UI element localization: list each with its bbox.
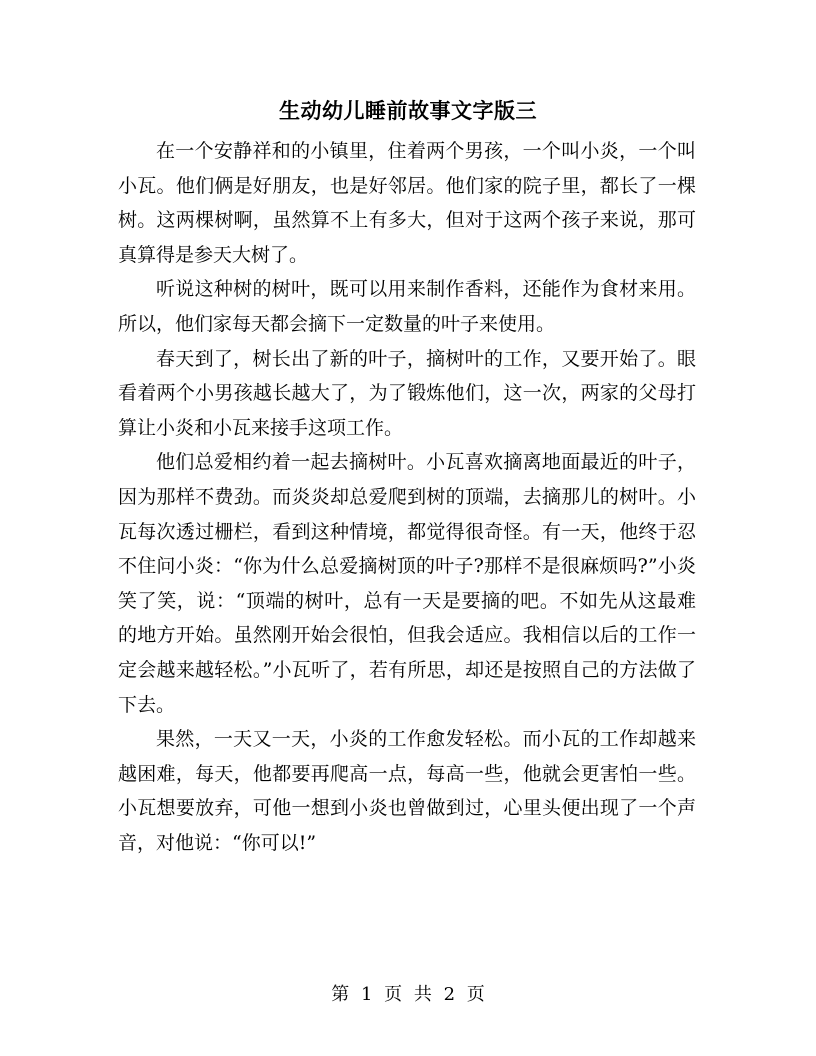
page-number-footer: 第 1 页 共 2 页: [331, 984, 485, 1005]
paragraph-4: 他们总爱相约着一起去摘树叶。小瓦喜欢摘离地面最近的叶子，因为那样不费劲。而炎炎却总爱爬到树的顶端，去摘那儿的树叶。小瓦每次透过栅栏，看到这种情境，都觉得很奇怪。有一天，他终于忍不住问小炎：“你为什么总爱摘树顶的叶子?那样不是很麻烦吗?”小炎笑了笑，说：“顶端的树叶，总有一天是要摘的吧。不如先从这最难的地方开始。虽然刚开始会很怕，但我会适应。我相信以后的工作一定会越来越轻松。”小瓦听了，若有所思，却还是按照自己的方法做了下去。: [118, 451, 696, 716]
document-title: 生动幼儿睡前故事文字版三: [279, 98, 537, 123]
paragraph-5: 果然，一天又一天，小炎的工作愈发轻松。而小瓦的工作却越来越困难，每天，他都要再爬高一点，每高一些，他就会更害怕一些。小瓦想要放弃，可他一想到小炎也曾做到过，心里头便出现了一个声音，对他说：“你可以!”: [118, 728, 696, 854]
paragraph-2: 听说这种树的树叶，既可以用来制作香料，还能作为食材来用。所以，他们家每天都会摘下一定数量的叶子来使用。: [118, 278, 696, 335]
document-body: [118, 134, 696, 860]
paragraph-1: 在一个安静祥和的小镇里，住着两个男孩，一个叫小炎，一个叫小瓦。他们俩是好朋友，也是好邻居。他们家的院子里，都长了一棵树。这两棵树啊，虽然算不上有多大，但对于这两个孩子来说，那可真算得是参天大树了。: [118, 140, 696, 266]
paragraph-3: 春天到了，树长出了新的叶子，摘树叶的工作，又要开始了。眼看着两个小男孩越长越大了，为了锻炼他们，这一次，两家的父母打算让小炎和小瓦来接手这项工作。: [118, 347, 696, 439]
